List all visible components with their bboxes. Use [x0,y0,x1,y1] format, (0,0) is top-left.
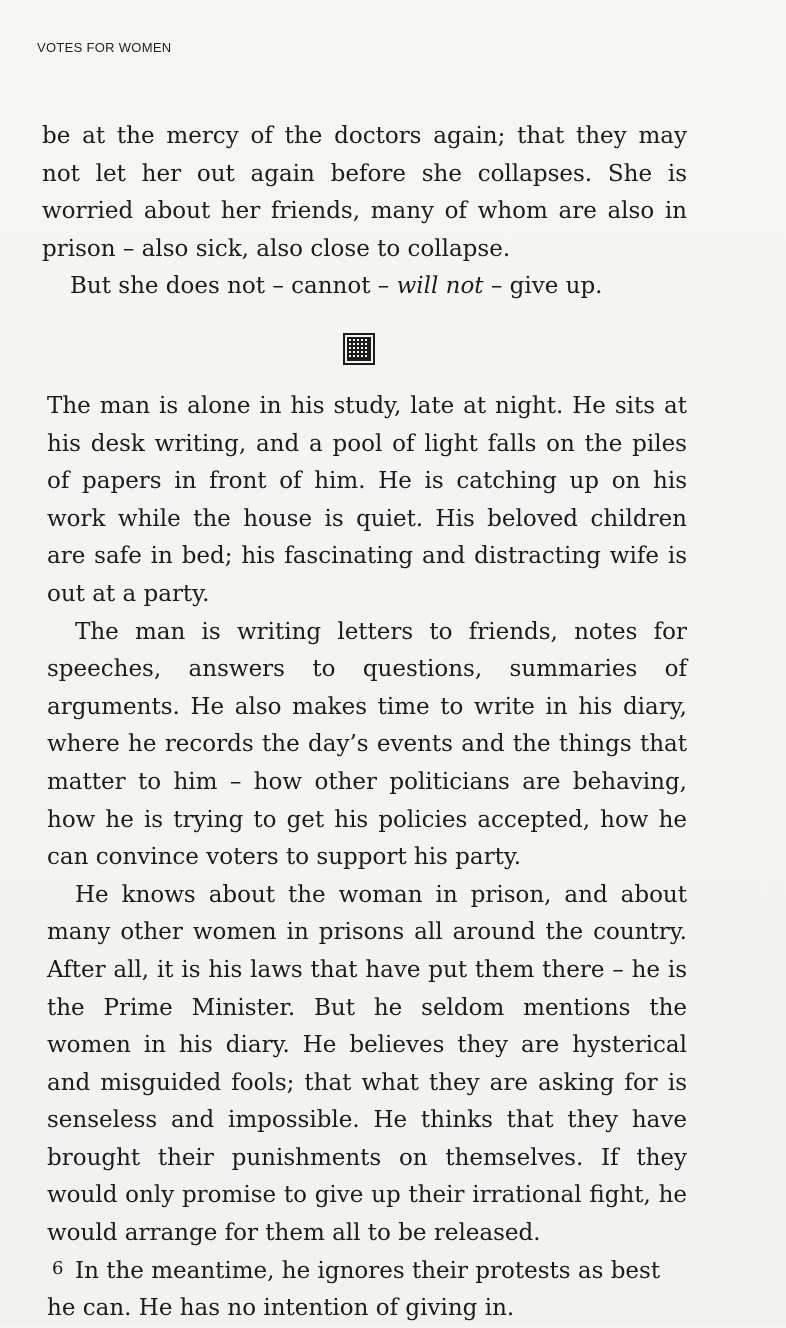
paragraph: In the meantime, he ignores their protests as best he can. He has no intention of giving in. [47,1257,661,1322]
paragraph [42,268,687,306]
running-head: VOTES FOR WOMEN [37,40,172,55]
page-number: 6 [52,1258,64,1279]
grid-ornament-icon [343,333,375,365]
paragraph: The man is alone in his study, late at night. He sits at his desk writing, and a pool of light falls on the piles of papers in front of him. He is catching up on his work while the house is quiet. His beloved children are safe in bed; his fascinating and distracting wife is out at a party. [47,393,687,607]
paragraph: be at the mercy of the doctors again; that they may not let her out again before she collapses. She is worried about her friends, many of whom are also in prison – also sick, also close to collapse. [42,123,687,262]
text-section-1 [42,118,687,306]
paragraph: The man is writing letters to friends, notes for speeches, answers to questions, summaries of arguments. He also makes time to write in his diary, where he records the day’s events and the things that matter to him – how other politicians are behaving, how he is trying to get his policies accepted, how he can convince voters to support his party. [47,618,687,871]
paragraph: He knows about the woman in prison, and about many other women in prisons all around the country. After all, it is his laws that have put them there – he is the Prime Minister. But he seldom mentions the women in his diary. He believes they are hysterical and misguided fools; that what they are asking for is senseless and impossible. He thinks that they have brought their punishments on themselves. If they would only promise to give up their irrational fight, he would arrange for them all to be released. [47,881,687,1247]
emphasis-text: will not [396,273,484,300]
text-section-2 [47,388,687,1328]
paragraph-text: – give up. [483,273,603,300]
paragraph-text: But she does not – cannot – [70,273,397,300]
